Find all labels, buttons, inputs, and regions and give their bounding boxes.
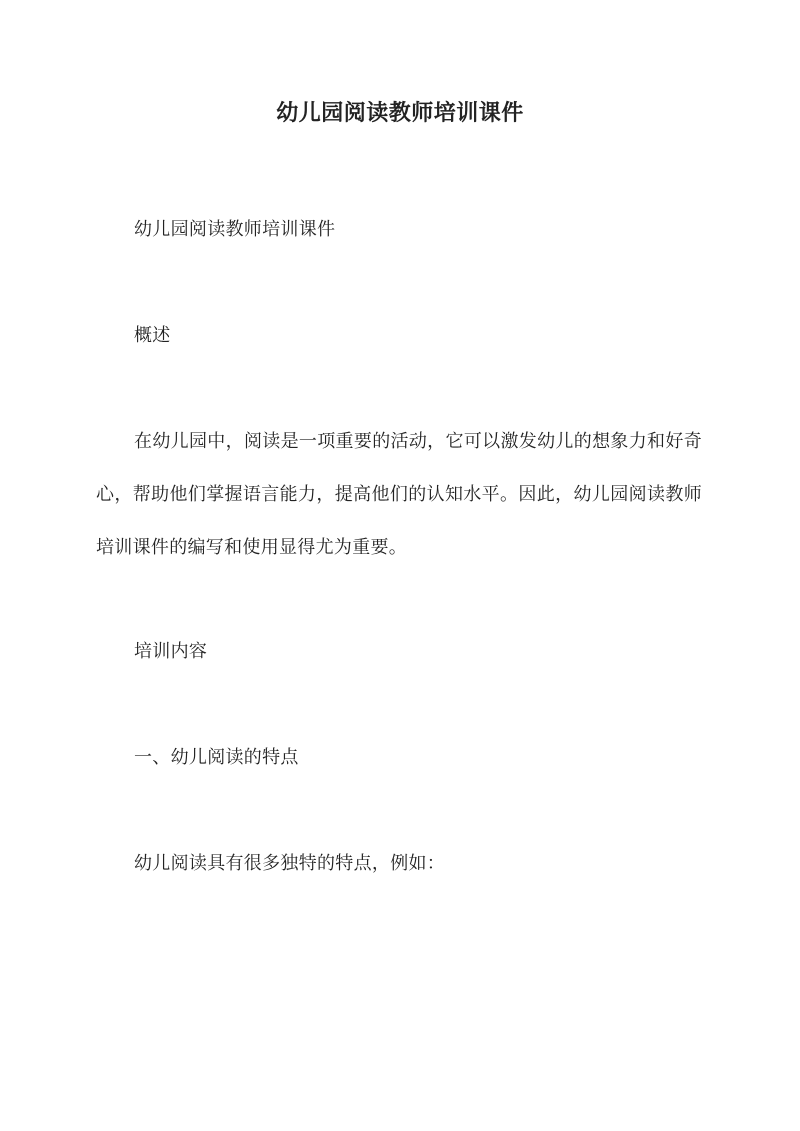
paragraph-features-intro: 幼儿阅读具有很多独特的特点，例如：: [134, 853, 446, 874]
paragraph-subtitle: 幼儿园阅读教师培训课件: [134, 219, 336, 240]
subsection-heading-reading-features: 一、幼儿阅读的特点: [134, 747, 299, 768]
paragraph-overview-body: 在幼儿园中，阅读是一项重要的活动，它可以激发幼儿的想象力和好奇心，帮助他们掌握语言能力，提高他们的认知水平。因此，幼儿园阅读教师培训课件的编写和使用显得尤为重要。: [96, 431, 702, 558]
section-heading-training-content: 培训内容: [134, 641, 208, 662]
document-title: 幼儿园阅读教师培训课件: [276, 100, 524, 126]
section-heading-overview: 概述: [134, 325, 171, 346]
